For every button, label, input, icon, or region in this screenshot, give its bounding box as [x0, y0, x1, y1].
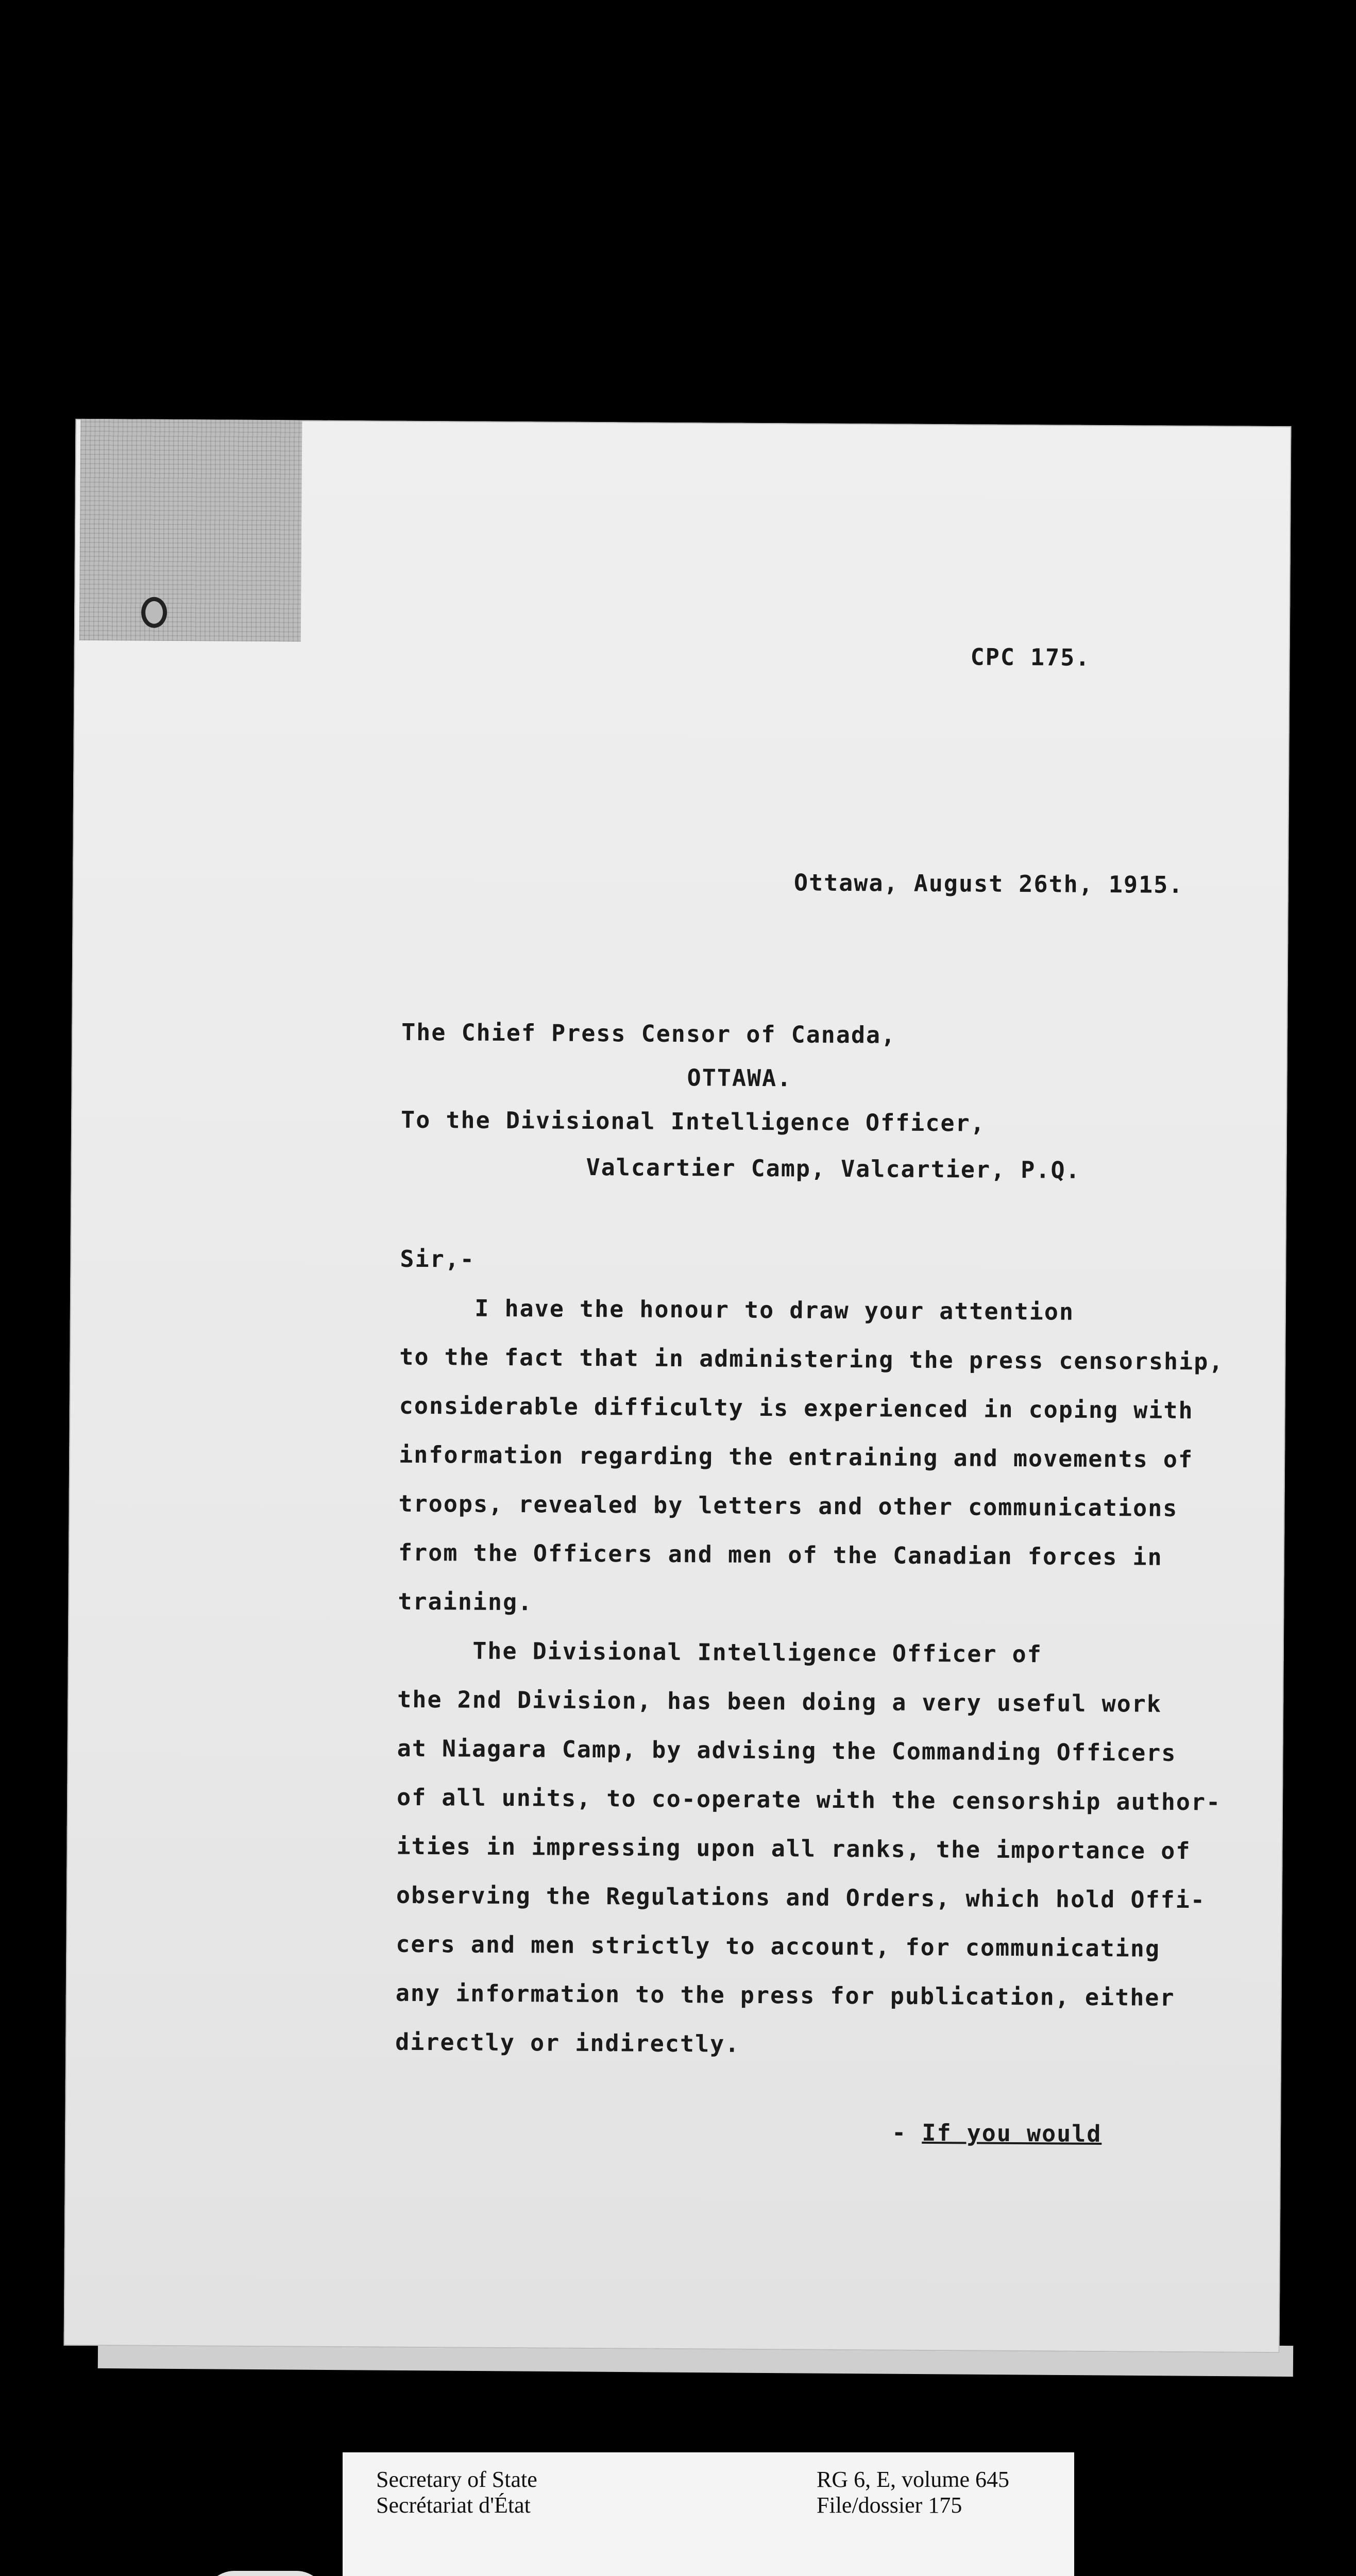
label-department	[376, 2467, 537, 2518]
continuation-dash: -	[891, 2119, 922, 2146]
letter-text	[64, 419, 1292, 2353]
body-line: at Niagara Camp, by advising the Commanding Officers	[397, 1734, 1177, 1767]
letter-date: Ottawa, August 26th, 1915.	[793, 869, 1184, 899]
body-line: I have the honour to draw your attention	[399, 1294, 1075, 1326]
archive-label	[343, 2452, 1074, 2576]
body-line: troops, revealed by letters and other communications	[398, 1489, 1178, 1522]
continuation-catchword	[892, 2119, 1102, 2147]
body-line: the 2nd Division, has been doing a very useful work	[397, 1685, 1162, 1718]
label-reference	[817, 2467, 1009, 2518]
label-right-line: File/dossier 175	[817, 2493, 962, 2518]
body-line: information regarding the entraining and movements of	[399, 1440, 1194, 1473]
body-line: cers and men strictly to account, for communicating	[396, 1930, 1161, 1962]
body-line: from the Officers and men of the Canadian forces in	[398, 1538, 1163, 1571]
address-line: Valcartier Camp, Valcartier, P.Q.	[586, 1153, 1081, 1184]
body-line: considerable difficulty is experienced in coping with	[399, 1392, 1194, 1425]
body-line: The Divisional Intelligence Officer of	[397, 1636, 1042, 1668]
address-line: OTTAWA.	[687, 1064, 792, 1092]
address-line: The Chief Press Censor of Canada,	[401, 1018, 896, 1049]
body-line: ities in impressing upon all ranks, the importance of	[396, 1832, 1191, 1865]
address-line: To the Divisional Intelligence Officer,	[400, 1106, 986, 1137]
body-line: to the fact that in administering the press censorship,	[399, 1343, 1224, 1376]
label-left-line: Secrétariat d'État	[376, 2493, 531, 2518]
body-line: training.	[398, 1587, 533, 1616]
body-line: of all units, to co-operate with the censorship author-	[396, 1783, 1222, 1816]
body-line: any information to the press for publication, either	[395, 1979, 1175, 2011]
letter-page	[64, 419, 1292, 2353]
label-left-line: Secretary of State	[376, 2467, 537, 2492]
body-line: observing the Regulations and Orders, which hold Offi-	[396, 1881, 1206, 1914]
label-right-line: RG 6, E, volume 645	[817, 2467, 1009, 2492]
salutation: Sir,-	[400, 1245, 476, 1273]
reference-number: CPC 175.	[970, 643, 1091, 671]
stamp-card-tab-left	[204, 2571, 327, 2576]
continuation-words: If you would	[922, 2119, 1102, 2148]
body-line: directly or indirectly.	[395, 2028, 740, 2058]
